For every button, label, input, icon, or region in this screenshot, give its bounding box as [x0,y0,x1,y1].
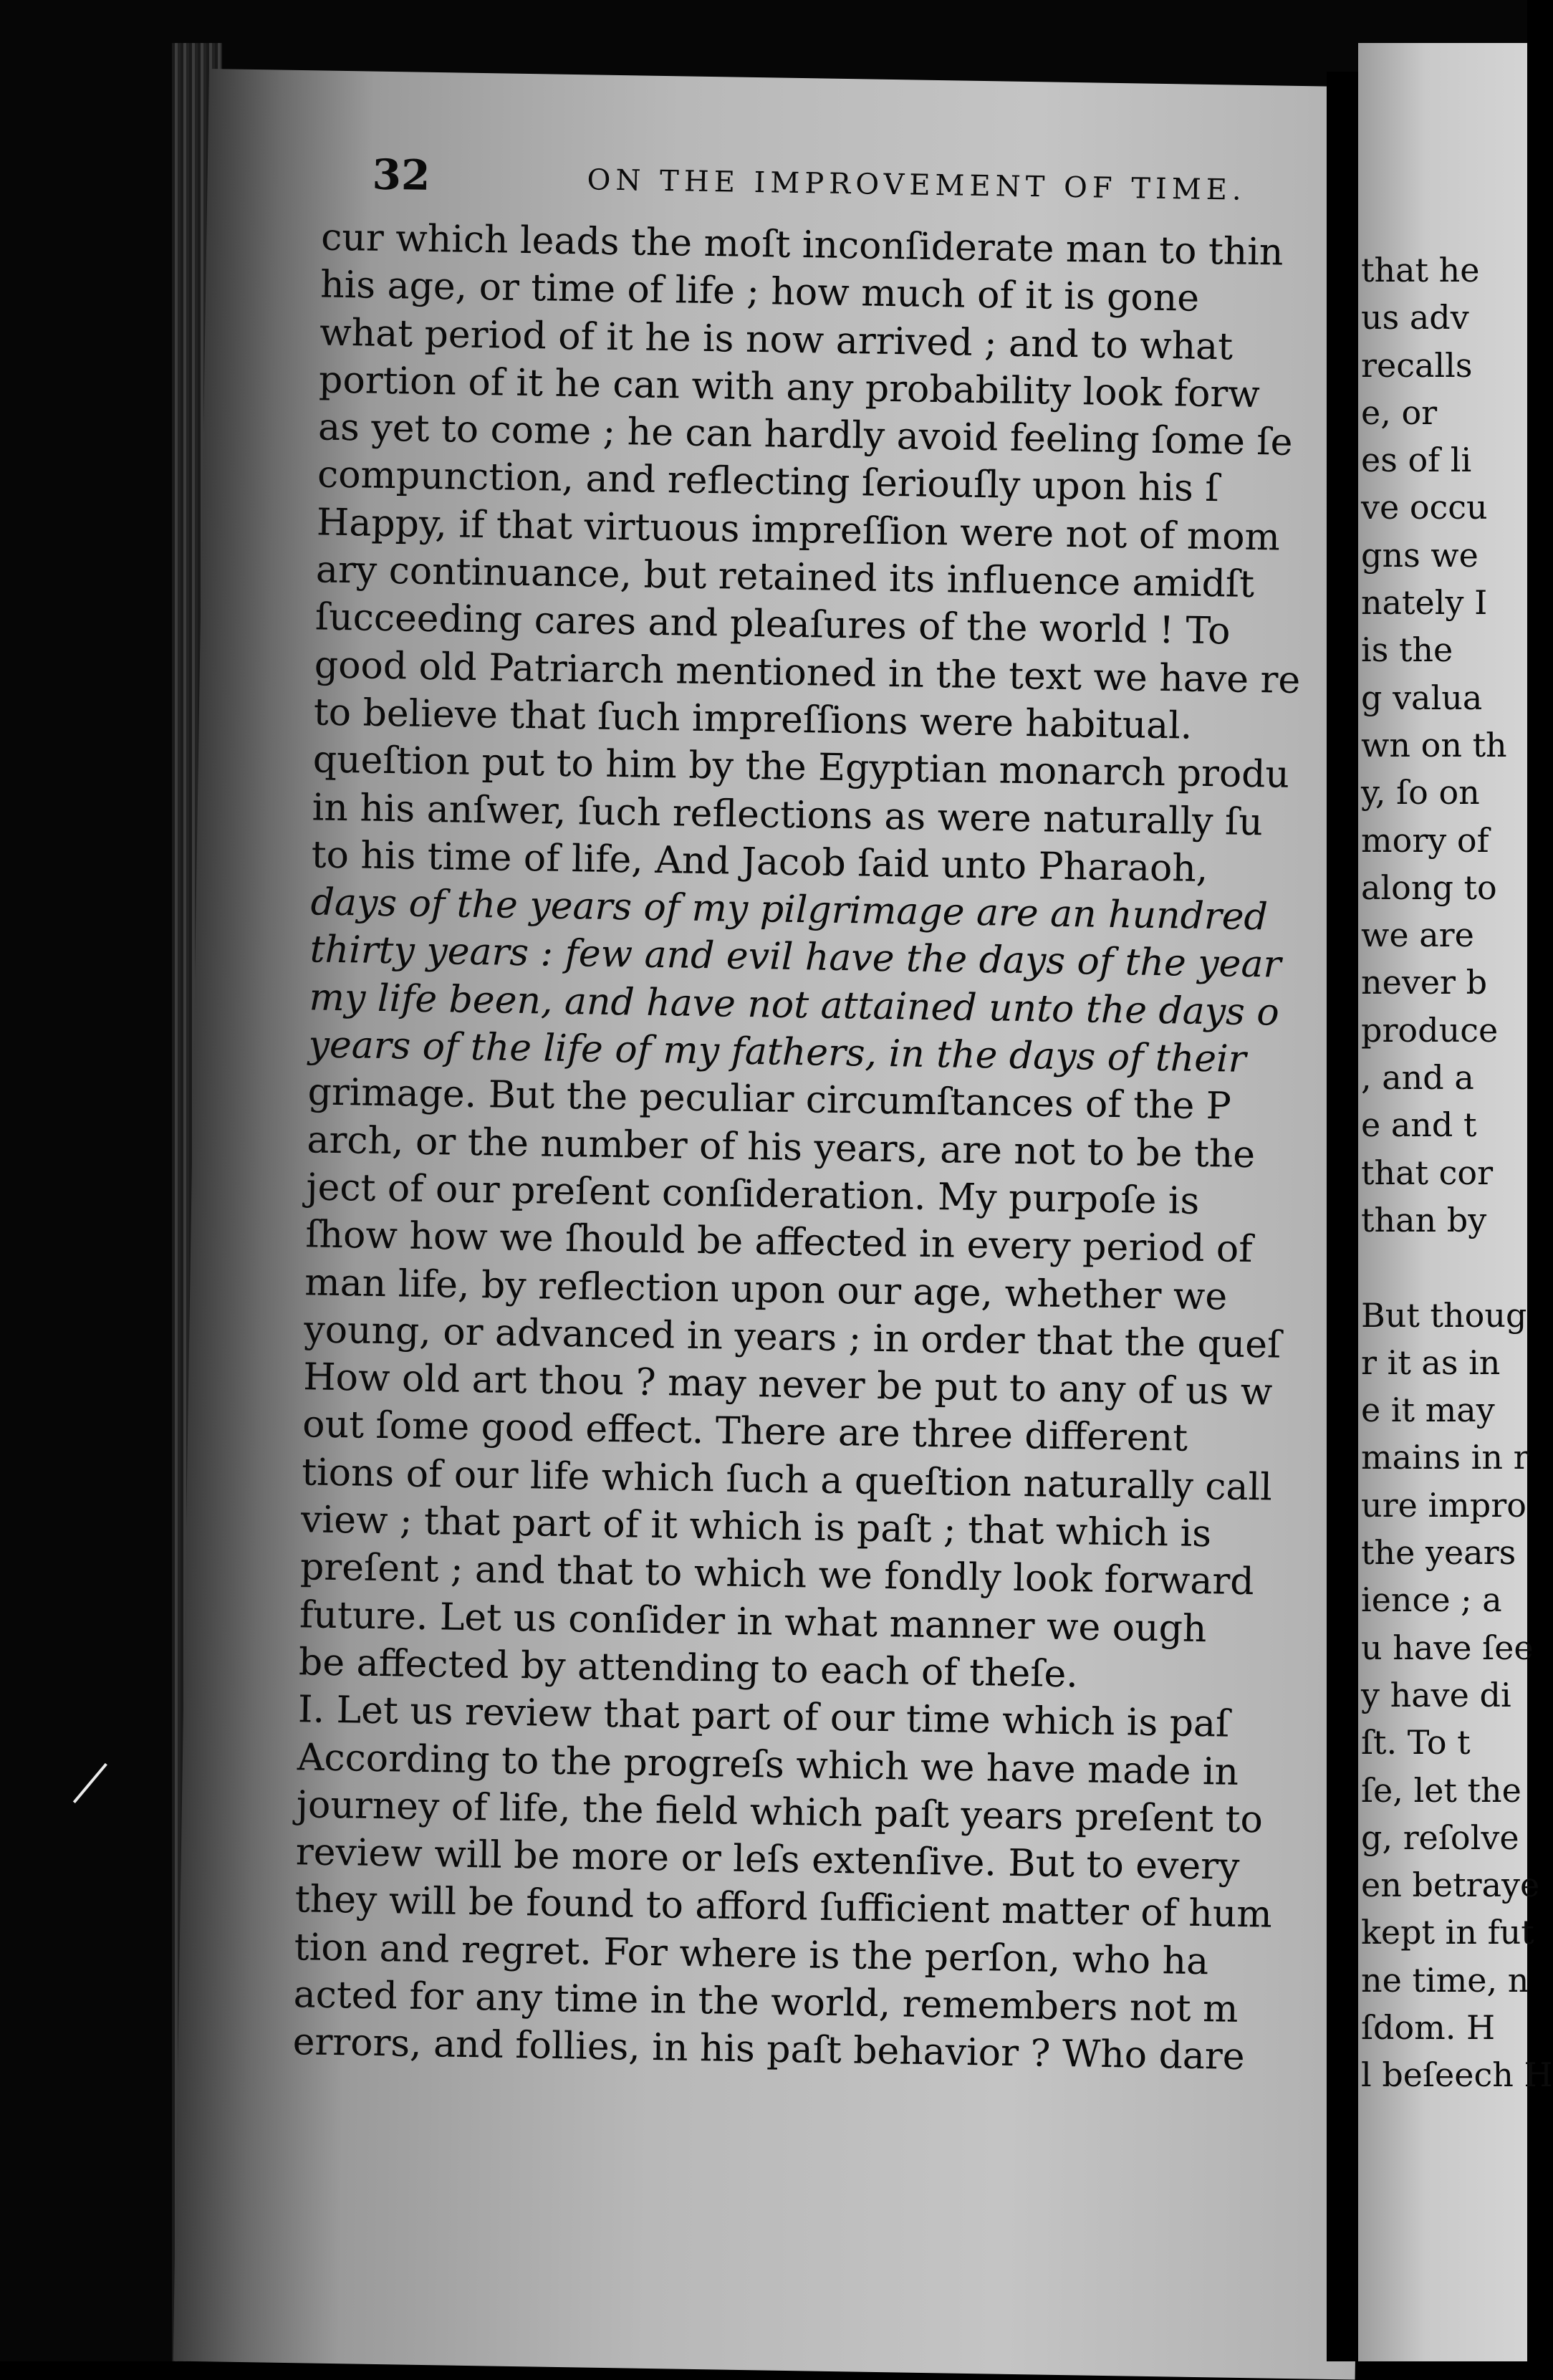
text-line-fragment: ſdom. H [1361,2007,1496,2047]
text-line: arch, or the number of his years, are not to be the [307,1118,1256,1176]
text-line: good old Patriarch mentioned in the text we have re [314,643,1301,702]
text-line: errors, and follies, in his paſt behavior ? Who dare [292,2020,1246,2079]
text-line-fragment: that he [1361,251,1480,289]
text-line: cur which leads the moſt inconſiderate man to thin [320,216,1284,274]
text-line: to believe that ſuch impreſſions were habitual. [313,691,1193,748]
text-line-fragment: But thoug [1361,1295,1527,1335]
text-line: what period of it he is now arrived ; and to what [319,311,1234,369]
text-line-fragment: g valua [1361,678,1483,717]
running-head: ON THE IMPROVEMENT OF TIME. [587,163,1246,207]
text-line: acted for any time in the world, remembers not m [293,1973,1239,2031]
text-line-fragment: ſt. To t [1361,1723,1471,1762]
text-line: journey of life, the field which paſt years preſent to [296,1783,1264,1842]
text-line-fragment: is the [1361,630,1453,670]
text-line: thirty years : few and evil have the days of the year [309,928,1282,987]
text-line-fragment: gns we [1361,535,1479,575]
text-line-fragment: mains in r [1361,1438,1529,1477]
text-line-fragment: kept in fut [1361,1913,1534,1952]
text-line-fragment: r it as in [1361,1343,1501,1382]
text-line-fragment: e, or [1361,393,1438,432]
text-line: portion of it he can with any probability look forw [318,358,1261,416]
text-line: young, or advanced in years ; in order that the queſ [303,1308,1282,1367]
text-line: days of the years of my pilgrimage are an hundred [310,880,1269,939]
left-page-body-text [292,213,1381,2083]
text-line: According to the progreſs which we have made in [297,1735,1239,1794]
text-line-fragment: g, reſolve [1361,1818,1519,1857]
text-line: grimage. But the peculiar circumſtances of the P [307,1070,1232,1128]
text-line-fragment: nately I [1361,583,1488,623]
text-line-fragment: e and t [1361,1105,1477,1145]
text-line: view ; that part of it which is paſt ; that which is [300,1498,1212,1556]
text-line: to his time of life, And Jacob ſaid unto Pharaoh, [311,833,1208,891]
text-line: future. Let us conſider in what manner we ough [299,1593,1207,1651]
text-line-fragment: ne time, n [1361,1960,1529,2000]
text-line: preſent ; and that to which we fondly look forward [299,1545,1255,1604]
text-line-fragment: u have ſee [1361,1628,1534,1667]
text-line-fragment: than by [1361,1200,1487,1239]
text-line: tion and regret. For where is the perſon, who ha [294,1925,1209,1983]
text-line-fragment: produce [1361,1010,1499,1050]
text-line: be affected by attending to each of theſe. [298,1641,1079,1697]
text-line: I. Let us review that part of our time which is paſ [297,1688,1230,1746]
text-line-fragment: ience ; a [1361,1580,1502,1620]
text-line-fragment: l beſeech H [1361,2055,1553,2095]
text-line-fragment: ve occu [1361,488,1488,527]
text-line: out ſome good effect. There are three different [302,1403,1188,1461]
text-line: How old art thou ? may never be put to any of us w [302,1355,1273,1414]
text-line: tions of our life which ſuch a queſtion naturally call [301,1450,1273,1510]
right-page-body-text [1361,246,1553,2099]
text-line: Happy, if that virtuous impreſſion were not of mom [316,501,1281,560]
text-line-fragment: e it may [1361,1391,1495,1430]
text-line: ſucceeding cares and pleaſures of the world ! To [314,595,1231,653]
page-header [372,150,1375,224]
text-line: ſhow how we ſhould be affected in every period of [304,1213,1253,1272]
text-line-fragment: y have di [1361,1675,1511,1714]
text-line: ary continuance, but retained its influence amidſt [315,548,1255,607]
text-line: review will be more or leſs extenſive. But to every [295,1830,1240,1889]
text-line-fragment: mory of [1361,820,1489,860]
text-line: man life, by reflection upon our age, whether we [304,1260,1228,1319]
text-line-fragment: recalls [1361,345,1473,385]
text-line: my life been, and have not attained unto the days o [309,976,1280,1035]
text-line: years of the life of my fathers, in the days of their [308,1023,1247,1081]
text-line-fragment: ure impro [1361,1485,1526,1525]
text-line-fragment: the years [1361,1533,1516,1573]
text-line: they will be found to afford ſufficient matter of hum [294,1878,1273,1937]
text-line-fragment [1361,1244,1527,1291]
text-line-fragment: along to [1361,868,1497,907]
text-line-fragment: es of li [1361,441,1472,480]
left-page [173,69,1391,2380]
text-line: in his anſwer, ſuch reflections as were naturally ſu [312,785,1264,844]
text-line-fragment: never b [1361,963,1488,1002]
text-line: ject of our preſent conſideration. My purpoſe is [306,1166,1200,1223]
text-line: compunction, and reflecting ſeriouſly upon his ſ [317,453,1220,511]
page-number: 32 [372,150,431,200]
text-line-fragment: y, ſo on [1361,773,1480,812]
text-line-fragment: we are [1361,916,1474,955]
text-line-fragment: en betraye [1361,1866,1540,1905]
text-line-fragment: , and a [1361,1058,1474,1098]
text-line-fragment: that cor [1361,1153,1494,1192]
margin-mark [73,1763,135,1826]
text-line-fragment: wn on th [1361,725,1507,764]
book-gutter [1327,72,1358,2361]
text-line-fragment: ſe, let the [1361,1770,1521,1810]
text-line: his age, or time of life ; how much of it is gone [319,263,1200,321]
text-line-fragment: us adv [1361,298,1469,337]
text-line: as yet to come ; he can hardly avoid feeling ſome ſe [317,406,1293,465]
text-line: queſtion put to him by the Egyptian monarch produ [312,738,1290,797]
right-page-fragment [1358,43,1553,2361]
